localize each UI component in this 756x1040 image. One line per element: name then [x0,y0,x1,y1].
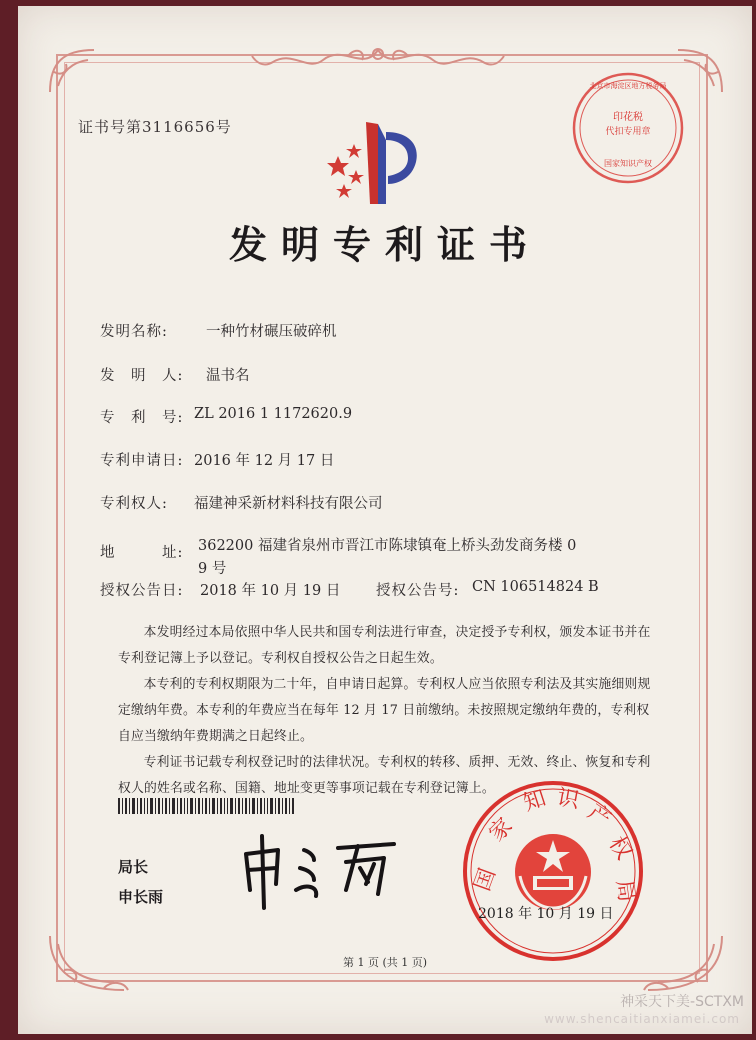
svg-text:权: 权 [603,832,637,865]
grant-date-label: 授权公告日: [100,583,184,599]
svg-text:家: 家 [484,813,518,847]
application-date-label: 专利申请日: [100,453,184,469]
grant-date-value: 2018 年 10 月 19 日 [200,583,341,599]
body-paragraph-2: 本专利的专利权期限为二十年，自申请日起算。专利权人应当依照专利法及其实施细则规定缴纳年费。本专利的年费应当在每年 12 月 17 日前缴纳。未按照规定缴纳年费的，专利权自应当缴纳年费期满之日起终止。 [118,677,651,744]
grant-number-value: CN 106514824 B [472,579,599,595]
patentee-label: 专利权人: [100,496,168,512]
invention-name-value: 一种竹材碾压破碎机 [206,324,337,340]
seal-date: 2018 年 10 月 19 日 [478,906,614,922]
patent-number-value: ZL 2016 1 1172620.9 [194,406,353,422]
patent-logo-icon [316,118,426,206]
svg-text:国家知识产权: 国家知识产权 [604,159,652,168]
svg-text:产: 产 [582,799,616,833]
watermark-url: www.shencaitianxiamei.com [544,1012,740,1026]
address-line-1: 362200 福建省泉州市晋江市陈埭镇奄上桥头劲发商务楼 0 [198,538,577,554]
tax-stamp [570,70,686,186]
director-signature [234,824,404,914]
svg-text:北京市海淀区地方税务局: 北京市海淀区地方税务局 [589,82,667,90]
address-label: 地 址: [100,545,184,561]
page-number: 第 1 页 (共 1 页) [342,956,428,969]
svg-text:局: 局 [611,878,639,904]
certificate-number: 证书号第3116656号 [78,118,232,136]
svg-text:识: 识 [555,785,582,814]
official-seal [458,776,648,966]
director-title: 局长 [118,858,149,876]
top-ornament [248,42,508,76]
corner-ornament-top-left [44,42,114,102]
star-icon [336,184,352,198]
svg-text:印花税: 印花税 [613,112,643,123]
director-name: 申长雨 [118,888,164,906]
certificate-paper [18,6,752,1034]
invention-name-label: 发明名称: [100,324,168,340]
grant-number-label: 授权公告号: [376,583,460,599]
star-icon [346,144,362,158]
star-icon [327,156,349,176]
inventor-value: 温书名 [206,368,250,384]
patent-number-label: 专 利 号: [100,410,184,426]
address-line-2: 9 号 [198,561,227,577]
certificate-body [118,620,658,802]
svg-text:代扣专用章: 代扣专用章 [605,127,651,137]
application-date-value: 2016 年 12 月 17 日 [194,453,335,469]
national-emblem-icon [515,834,591,910]
star-icon [348,170,364,184]
page-title: 发明专利证书 [228,222,541,267]
body-paragraph-3: 专利证书记载专利权登记时的法律状况。专利权的转移、质押、无效、终止、恢复和专利权人的姓名或名称、国籍、地址变更等事项记载在专利登记簿上。 [118,755,651,796]
barcode [118,798,294,814]
svg-text:国: 国 [469,865,501,895]
watermark-brand: 神采天下美-SCTXM [620,994,744,1010]
svg-text:知: 知 [520,785,550,817]
patentee-value: 福建神采新材料科技有限公司 [194,496,383,512]
inventor-label: 发 明 人: [100,368,184,384]
body-paragraph-1: 本发明经过本局依照中华人民共和国专利法进行审查，决定授予专利权，颁发本证书并在专利登记簿上予以登记。专利权自授权公告之日起生效。 [118,625,651,666]
